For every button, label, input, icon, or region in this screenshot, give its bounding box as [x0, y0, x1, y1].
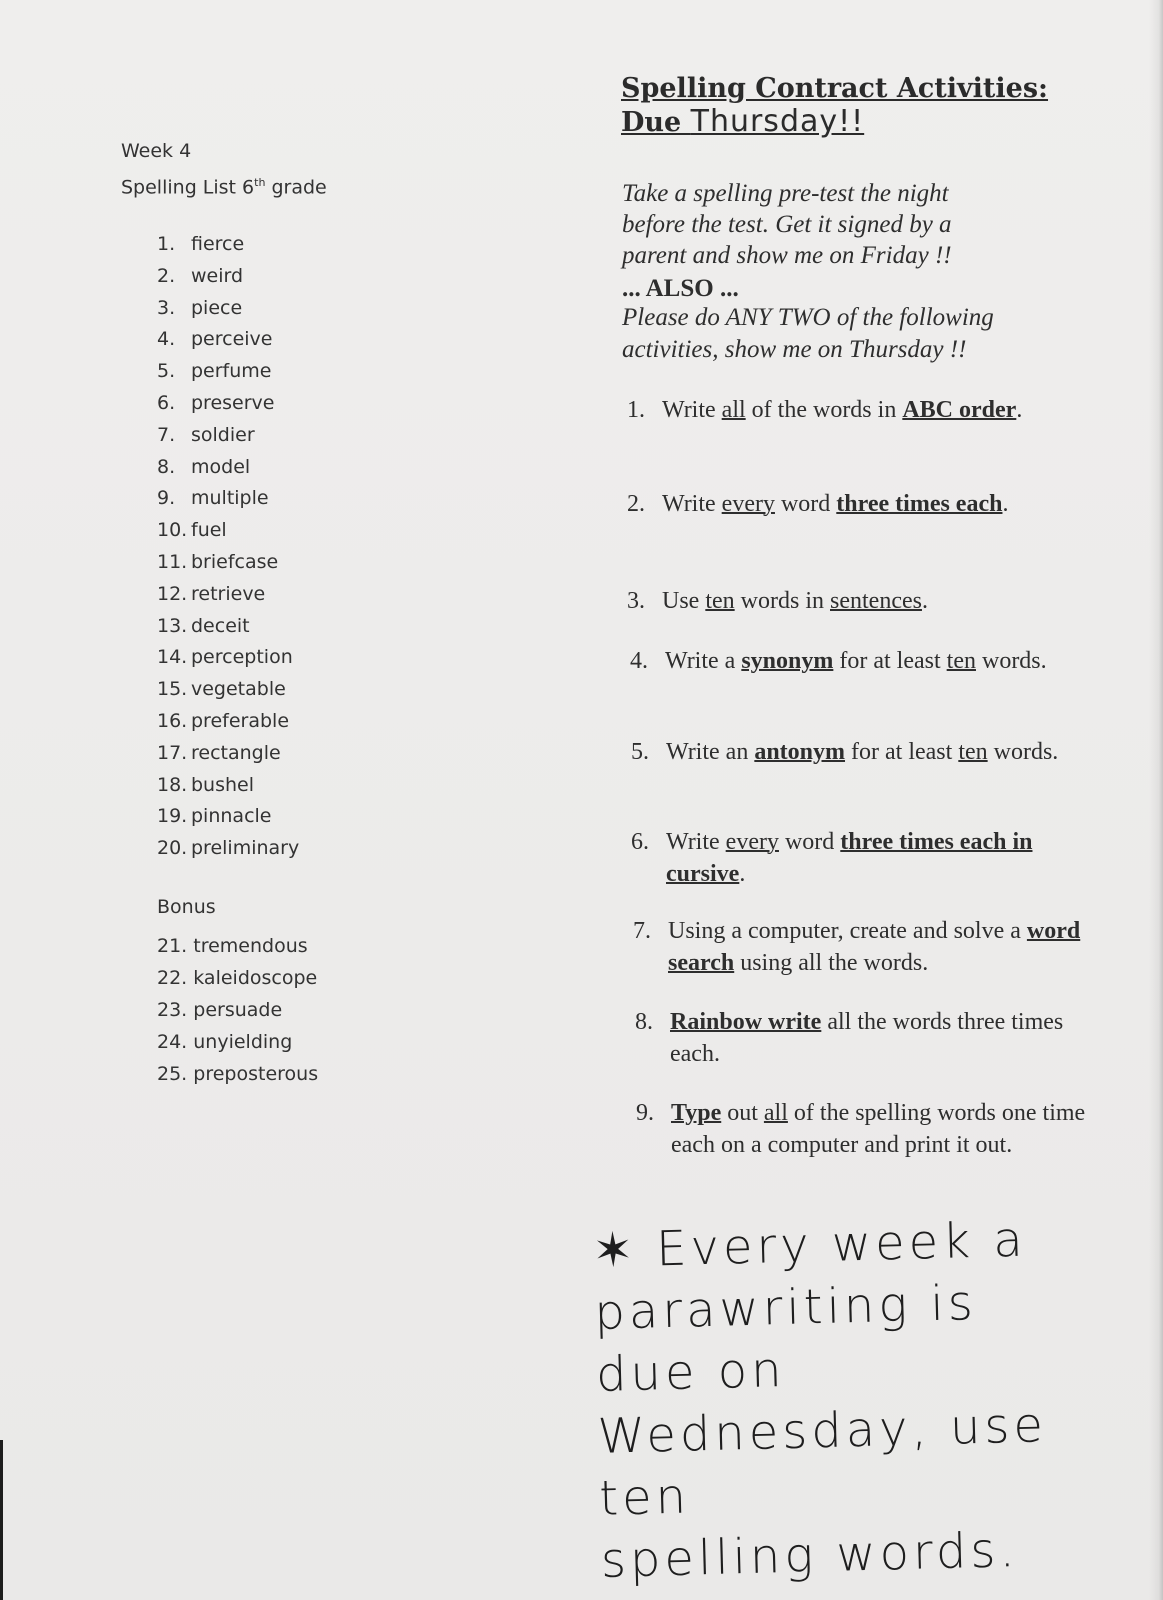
note-line: Wednesday, use ten: [596, 1397, 1048, 1527]
activity-text: Write a: [665, 648, 742, 674]
item-number: 21.: [157, 935, 188, 957]
activity-text: Write: [662, 397, 722, 423]
activity-number: 4.: [630, 648, 648, 674]
activity-text: using all the words.: [734, 950, 929, 976]
list-title-grade: grade: [265, 176, 327, 199]
list-item: [157, 420, 299, 452]
week-label: Week 4: [121, 140, 192, 162]
spelling-word-list: [157, 229, 299, 865]
item-word: tremendous: [193, 935, 308, 957]
activity-item: [627, 394, 1082, 426]
list-item: [157, 738, 299, 770]
item-word: kaleidoscope: [193, 967, 318, 989]
activity-emphasis: all: [721, 397, 746, 423]
activity-number: 7.: [633, 918, 651, 944]
list-item: [157, 642, 299, 674]
activity-emphasis: synonym: [741, 648, 834, 674]
item-word: fuel: [191, 519, 227, 542]
activity-number: 8.: [635, 1009, 653, 1035]
activity-item: [635, 1006, 1090, 1070]
activity-text: word: [774, 491, 837, 517]
list-title: [121, 167, 327, 203]
title-due-label: Due: [621, 107, 691, 138]
activity-item: [636, 1097, 1091, 1161]
activity-text: for at least: [845, 739, 959, 765]
item-word: vegetable: [191, 678, 286, 701]
activity-item: [630, 645, 1085, 677]
item-number: 10.: [157, 519, 188, 542]
item-word: preferable: [191, 709, 290, 732]
item-number: 13.: [157, 614, 188, 637]
also-label: ... ALSO ...: [622, 275, 739, 302]
item-word: model: [191, 455, 251, 478]
list-item: [157, 962, 318, 994]
activity-emphasis: every: [721, 491, 775, 517]
bonus-label: Bonus: [157, 896, 216, 918]
list-item: [157, 515, 299, 547]
activity-emphasis: ABC order: [902, 397, 1017, 423]
list-item: [157, 229, 299, 261]
note-line: parawriting is due on: [593, 1274, 978, 1403]
item-number: 15.: [157, 678, 188, 701]
item-word: pinnacle: [191, 805, 272, 828]
activity-text: .: [1002, 491, 1009, 517]
list-item: [157, 611, 299, 643]
choice-instructions: [622, 302, 1062, 366]
activity-text: of the spelling words one time each on a computer and print it out.: [671, 1100, 1086, 1158]
activity-item: [631, 826, 1086, 890]
activity-text: .: [1016, 397, 1023, 423]
activity-number: 2.: [627, 491, 645, 517]
item-number: 16.: [157, 709, 188, 732]
list-item: [157, 547, 299, 579]
item-word: soldier: [191, 423, 255, 446]
list-item: [157, 579, 299, 611]
list-title-superscript: th: [254, 176, 266, 189]
list-item: [157, 1058, 318, 1090]
item-number: 2.: [157, 264, 176, 287]
activity-item: [627, 585, 1082, 617]
activity-emphasis: ten: [958, 739, 988, 765]
activity-emphasis: three times each in cursive: [666, 829, 1033, 887]
list-item: [157, 324, 299, 356]
activity-number: 5.: [631, 739, 649, 765]
item-number: 7.: [157, 423, 176, 446]
item-word: perfume: [191, 360, 272, 383]
item-word: retrieve: [191, 582, 266, 605]
item-number: 24.: [157, 1031, 188, 1053]
activity-text: .: [921, 588, 928, 614]
instruction-line: activities, show me on Thursday !!: [622, 336, 967, 363]
item-number: 25.: [157, 1063, 188, 1085]
handwritten-note: [592, 1207, 1102, 1592]
item-word: persuade: [193, 999, 283, 1021]
instruction-line: before the test. Get it signed by a: [622, 211, 952, 238]
item-word: deceit: [191, 614, 250, 637]
list-item: [157, 388, 299, 420]
list-item: [157, 706, 299, 738]
item-number: 5.: [157, 360, 176, 383]
activity-emphasis: ten: [705, 588, 735, 614]
activity-emphasis: antonym: [754, 739, 846, 765]
item-number: 18.: [157, 773, 188, 796]
item-word: perception: [191, 646, 293, 669]
note-line: ✶ Every week a: [592, 1211, 1028, 1279]
item-number: 3.: [157, 296, 176, 319]
item-word: perceive: [191, 328, 273, 351]
item-word: multiple: [191, 487, 269, 510]
activity-number: 6.: [631, 829, 649, 855]
activity-item: [631, 736, 1086, 768]
activity-number: 9.: [636, 1100, 654, 1126]
note-line: spelling words.: [600, 1521, 1020, 1589]
title-line-1: Spelling Contract Activities:: [621, 73, 1049, 104]
item-number: 9.: [157, 487, 176, 510]
item-word: bushel: [191, 773, 255, 796]
item-number: 19.: [157, 805, 188, 828]
pretest-instructions: [622, 178, 1062, 271]
activity-text: of the words in: [745, 397, 903, 423]
item-number: 17.: [157, 741, 188, 764]
activity-text: words in: [734, 588, 830, 614]
activity-emphasis: word search: [668, 918, 1081, 976]
list-item: [157, 674, 299, 706]
spelling-list-header: [121, 136, 327, 203]
activity-emphasis: every: [725, 829, 779, 855]
activity-text: Write: [666, 829, 726, 855]
item-word: briefcase: [191, 550, 279, 573]
list-item: [157, 483, 299, 515]
activity-emphasis: Rainbow write: [670, 1009, 822, 1035]
item-word: preposterous: [193, 1063, 319, 1085]
activity-text: Use: [662, 588, 706, 614]
item-word: preserve: [191, 391, 275, 414]
title-due-day: Thursday!!: [690, 104, 865, 139]
item-number: 12.: [157, 582, 188, 605]
activity-text: words.: [975, 648, 1047, 674]
item-word: weird: [191, 264, 244, 287]
item-number: 14.: [157, 646, 188, 669]
item-number: 6.: [157, 391, 176, 414]
list-item: [157, 261, 299, 293]
item-word: piece: [191, 296, 243, 319]
activity-emphasis: ten: [946, 648, 976, 674]
activity-item: [633, 915, 1088, 979]
list-item: [157, 452, 299, 484]
instruction-line: parent and show me on Friday !!: [622, 242, 952, 269]
item-number: 1.: [157, 233, 176, 255]
list-item: [157, 1026, 318, 1058]
activity-item: [627, 488, 1082, 520]
page-title: [621, 72, 1048, 139]
item-word: unyielding: [193, 1031, 293, 1053]
activity-text: words.: [987, 739, 1059, 765]
activity-text: out: [721, 1100, 764, 1126]
title-line-2: [621, 105, 1048, 139]
activity-number: 3.: [627, 588, 645, 614]
bonus-word-list: [157, 930, 318, 1090]
item-number: 8.: [157, 455, 176, 478]
item-number: 11.: [157, 550, 188, 573]
activity-emphasis: sentences: [830, 588, 922, 614]
activity-emphasis: Type: [671, 1100, 722, 1126]
list-title-text: Spelling List 6: [121, 176, 255, 199]
item-number: 23.: [157, 999, 188, 1021]
list-item: [157, 930, 318, 962]
activity-text: word: [778, 829, 841, 855]
list-item: [157, 293, 299, 325]
activity-emphasis: three times each: [836, 491, 1003, 517]
item-word: preliminary: [191, 837, 300, 860]
list-item: [157, 801, 299, 833]
activity-number: 1.: [627, 397, 645, 423]
item-number: 22.: [157, 967, 188, 989]
activity-text: .: [739, 861, 746, 887]
item-word: rectangle: [191, 741, 281, 764]
list-item: [157, 770, 299, 802]
page-edge-shadow: [1149, 0, 1163, 1600]
item-word: fierce: [191, 233, 245, 255]
activity-text: Write: [662, 491, 722, 517]
instruction-line: Please do ANY TWO of the following: [622, 304, 994, 331]
list-item: [157, 356, 299, 388]
activity-text: Using a computer, create and solve a: [668, 918, 1027, 944]
activity-text: all the words three times each.: [670, 1009, 1064, 1067]
list-item: [157, 833, 299, 865]
item-number: 4.: [157, 328, 176, 351]
activity-text: for at least: [833, 648, 947, 674]
instruction-line: Take a spelling pre-test the night: [622, 180, 949, 207]
item-number: 20.: [157, 837, 188, 860]
page-edge-mark: [0, 1440, 3, 1600]
activity-text: Write an: [666, 739, 755, 765]
activity-emphasis: all: [763, 1100, 788, 1126]
list-item: [157, 994, 318, 1026]
bonus-section: [157, 898, 318, 1090]
